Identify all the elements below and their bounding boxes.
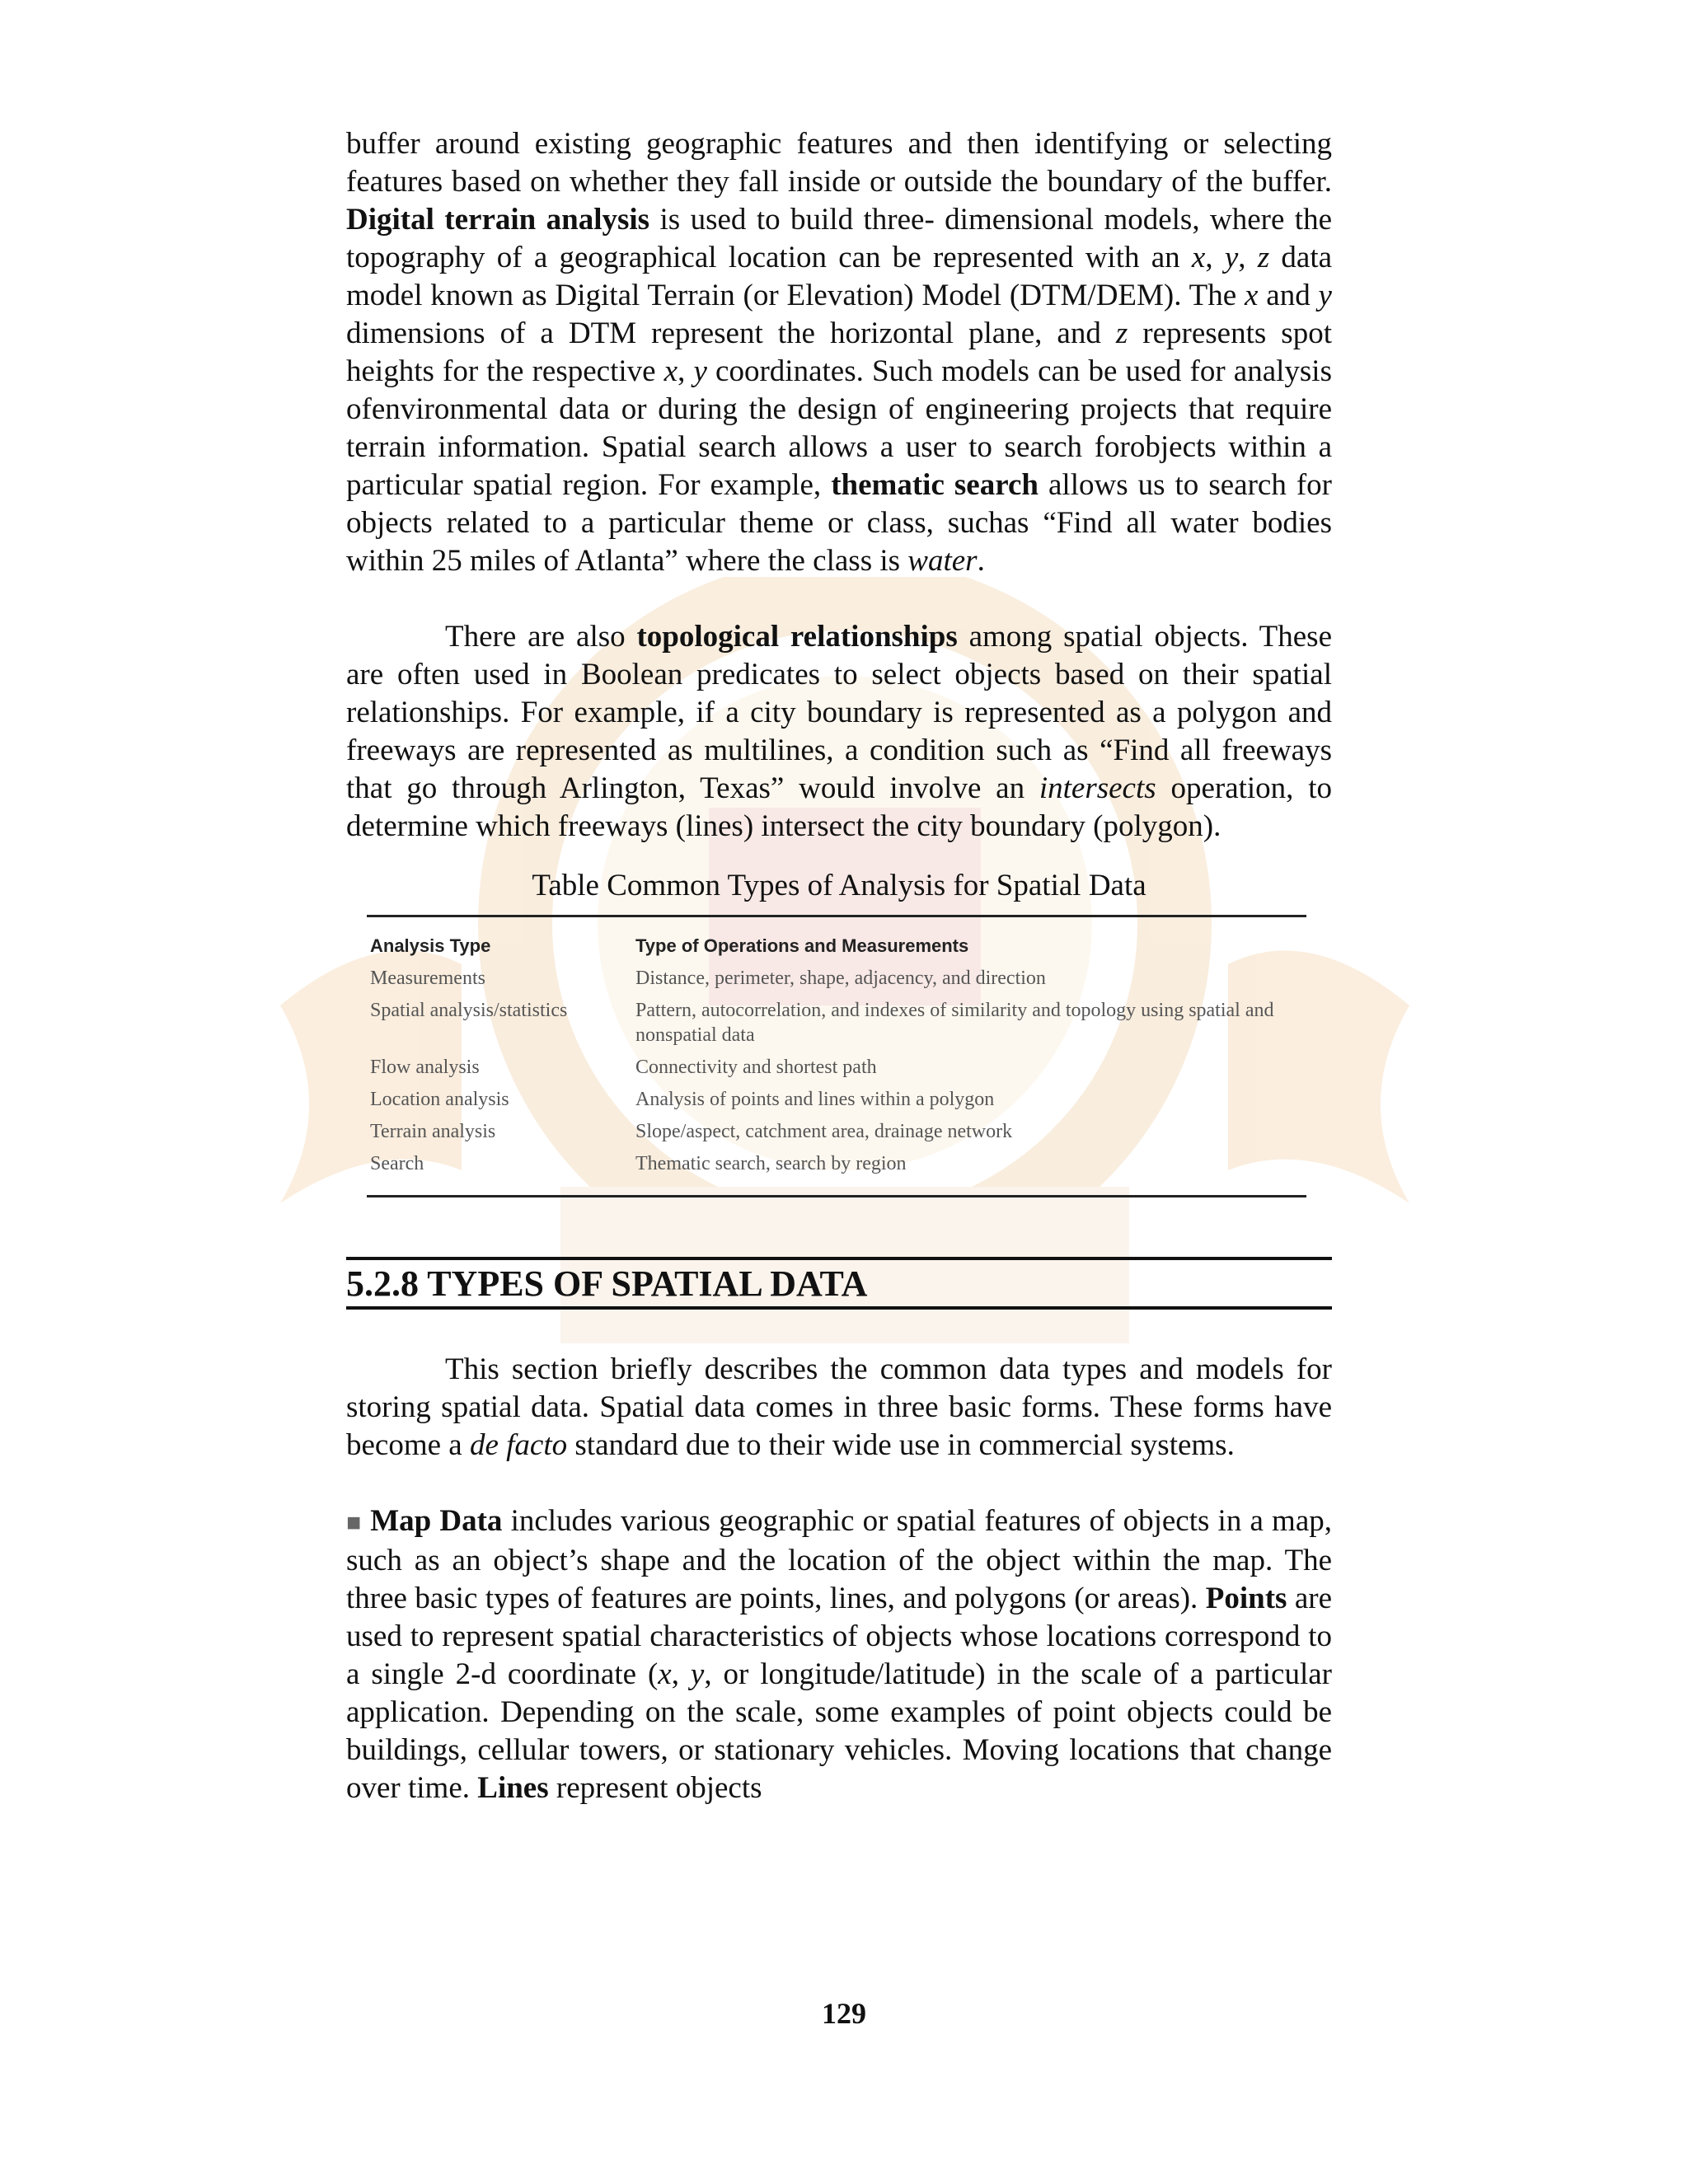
table-header-operations: Type of Operations and Measurements <box>635 935 969 956</box>
table-cell: Measurements <box>370 968 485 989</box>
table-header-analysis-type: Analysis Type <box>370 935 491 956</box>
table-cell: Distance, perimeter, shape, adjacency, and direction <box>635 968 1046 989</box>
table-cell: Search <box>370 1153 424 1174</box>
table-cell: Spatial analysis/statistics <box>370 1000 568 1021</box>
analysis-table-figure <box>346 867 1332 1197</box>
table-cell: Terrain analysis <box>370 1121 496 1142</box>
page-content <box>346 125 1332 1807</box>
table-cell: Slope/aspect, catchment area, drainage network <box>635 1121 1013 1142</box>
paragraph-topological-relationships: There are also topological relationships among spatial objects. These are often used in Boolean predicates to select objects based on their spatial relationships. For example, if a city boundary is represented as a polygon and freeways are represented as multilines, a condition such as “Find all freeways that go through Arlington, Texas” would involve an intersects operation, to determine which freeways (lines) intersect the city boundary (polygon). <box>346 620 1332 843</box>
term-digital-terrain-analysis: Digital terrain analysis <box>346 203 650 237</box>
term-map-data: Map Data <box>370 1504 503 1538</box>
page-number: 129 <box>822 1997 866 2030</box>
table-row <box>367 1119 1306 1144</box>
analysis-table <box>367 915 1306 1197</box>
table-row <box>367 1087 1306 1112</box>
section-heading <box>346 1257 1332 1310</box>
term-points: Points <box>1205 1582 1287 1615</box>
table-cell: Pattern, autocorrelation, and indexes of similarity and topology using spatial and nonspatial data <box>635 1000 1274 1046</box>
table-cell: Flow analysis <box>370 1057 480 1078</box>
table-cell: Location analysis <box>370 1089 509 1110</box>
table-caption: Table Common Types of Analysis for Spatial Data <box>532 869 1146 902</box>
table-header-row <box>367 934 1306 958</box>
bullet-square-icon: ■ <box>346 1509 363 1536</box>
section-title: 5.2.8 TYPES OF SPATIAL DATA <box>346 1263 868 1304</box>
paragraph-buffer-analysis: buffer around existing geographic features and then identifying or selecting features based on whether they fall inside or outside the boundary of the buffer. Digital terrain analysis is used to build three- dimensional models, where the topography of a geographical location can be represented with an x, y, z data model known as Digital Terrain (or Elevation) Model (DTM/DEM). The x and y dimensions of a DTM represent the horizontal plane, and z represents spot heights for the respective x, y coordinates. Such models can be used for analysis ofenvironmental data or during the design of engineering projects that require terrain information. Spatial search allows a user to search forobjects within a particular spatial region. For example, thematic search allows us to search for objects related to a particular theme or class, suchas “Find all water bodies within 25 miles of Atlanta” where the class is water. <box>346 127 1333 578</box>
table-cell: Connectivity and shortest path <box>635 1057 877 1078</box>
table-cell: Thematic search, search by region <box>635 1153 907 1174</box>
table-row <box>367 1055 1306 1080</box>
paragraph-map-data: ■ Map Data includes various geographic or spatial features of objects in a map, such as an object’s shape and the location of the object within the map. The three basic types of features are points, lines, and polygons (or areas). Points are used to represent spatial characteristics of objects whose locations correspond to a single 2-d coordinate (x, y, or longitude/latitude) in the scale of a particular application. Depending on the scale, some examples of point objects could be buildings, cellular towers, or stationary vehicles. Moving locations that change over time. Lines represent objects <box>346 1504 1333 1805</box>
table-row <box>367 1151 1306 1176</box>
table-cell: Analysis of points and lines within a polygon <box>635 1089 995 1110</box>
table-row <box>367 966 1306 991</box>
table-row <box>367 998 1306 1047</box>
term-thematic-search: thematic search <box>831 468 1039 502</box>
term-lines: Lines <box>477 1771 549 1805</box>
paragraph-spatial-data-intro: This section briefly describes the common data types and models for storing spatial data. Spatial data comes in three basic forms. These forms have become a de facto standard due to their wide use in commercial systems. <box>346 1352 1332 1462</box>
term-topological-relationships: topological relationships <box>636 620 958 654</box>
